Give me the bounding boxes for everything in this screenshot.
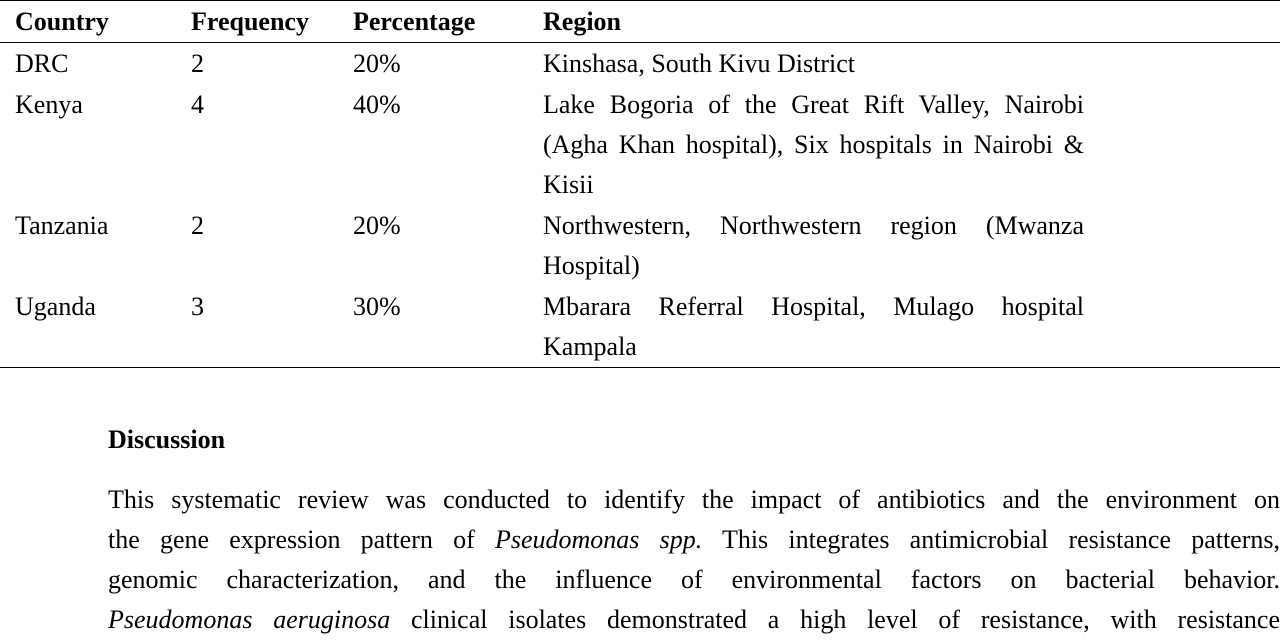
- cell-frequency: 2: [191, 211, 204, 240]
- species-name: Pseudomonas spp.: [494, 525, 703, 554]
- cell-country: Uganda: [0, 286, 191, 368]
- discussion-section: [108, 420, 1280, 640]
- discussion-paragraph: [108, 480, 1280, 640]
- cell-region: [543, 43, 1280, 85]
- region-text: Mbarara Referral Hospital, Mulago hospital Kampala: [543, 292, 1084, 361]
- paragraph-text: This systematic review was conducted to identify the impact of antibiotics and the environment on: [108, 485, 1280, 514]
- paragraph-text: the gene expression pattern of: [108, 525, 495, 554]
- header-row: [0, 1, 1280, 43]
- discussion-heading: Discussion: [108, 425, 226, 454]
- paragraph-text: genomic characterization, and the influence of environmental factors on bacterial behavior.: [108, 565, 1280, 594]
- cell-country: Kenya: [15, 90, 83, 119]
- paragraph-line: [108, 480, 1280, 520]
- cell-region: [543, 205, 1280, 286]
- paragraph-text: This integrates antimicrobial resistance patterns,: [702, 525, 1280, 554]
- cell-percentage: 20%: [353, 49, 401, 78]
- region-text: Lake Bogoria of the Great Rift Valley, Nairobi (Agha Khan hospital), Six hospitals in Nairobi & Kisii: [543, 90, 1084, 199]
- header-frequency: Frequency: [191, 1, 353, 43]
- paragraph-text: clinical isolates demonstrated a high level of resistance, with resistance: [390, 605, 1280, 634]
- species-name: Pseudomonas aeruginosa: [108, 605, 391, 634]
- paragraph-line: [108, 560, 1280, 600]
- table-row: [0, 84, 1280, 205]
- cell-region: [543, 286, 1280, 368]
- paragraph-line: [108, 520, 1280, 560]
- cell-percentage: 20%: [353, 211, 401, 240]
- table-row: [0, 43, 1280, 85]
- table-row: [0, 205, 1280, 286]
- cell-region: [543, 84, 1280, 205]
- paragraph-line: [108, 600, 1280, 640]
- cell-frequency: 4: [191, 90, 204, 119]
- cell-frequency: 3: [191, 286, 353, 368]
- header-percentage: Percentage: [353, 1, 543, 43]
- table-row: [0, 286, 1280, 368]
- header-country: Country: [0, 1, 191, 43]
- table-header: [0, 1, 1280, 43]
- region-text: Northwestern, Northwestern region (Mwanza Hospital): [543, 211, 1084, 280]
- region-text: Kinshasa, South Kivu District: [543, 49, 855, 78]
- cell-country: Tanzania: [15, 211, 109, 240]
- header-region: Region: [543, 1, 1280, 43]
- cell-country: DRC: [15, 49, 69, 78]
- table-body: [0, 43, 1280, 368]
- cell-frequency: 2: [191, 49, 204, 78]
- cell-percentage: 30%: [353, 286, 543, 368]
- cell-percentage: 40%: [353, 90, 401, 119]
